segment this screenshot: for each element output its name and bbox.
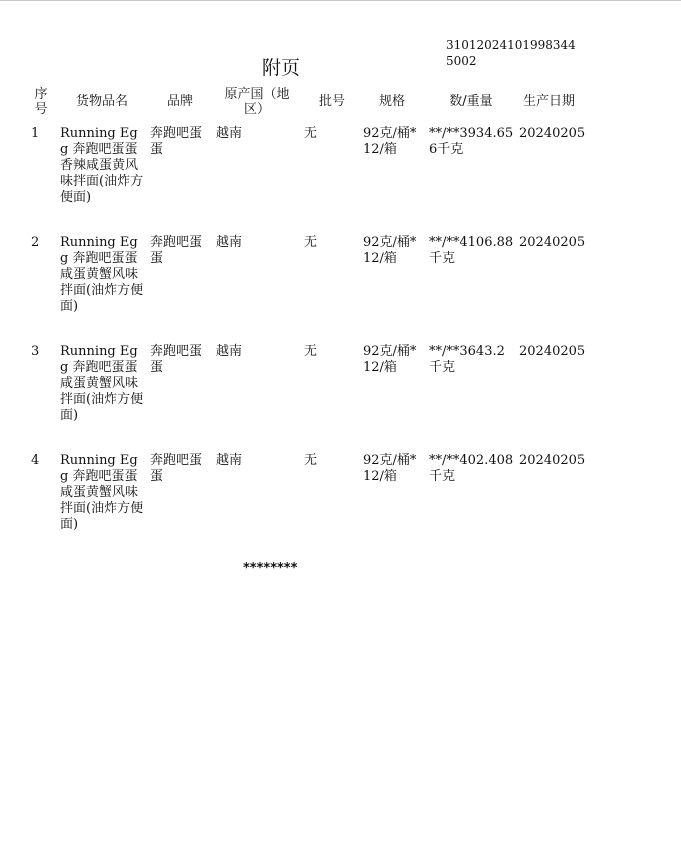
row-4-date: 20240205 [519,453,586,468]
row-3-batch: 无 [304,344,318,359]
certificate-number: 31012024101998344 5002 [446,38,576,68]
row-2-qty: **/**4106.88千克 [429,235,514,266]
row-4-batch: 无 [304,453,318,468]
row-4-spec: 92克/桶*12/箱 [363,453,417,484]
row-1-origin: 越南 [216,126,243,141]
end-of-list-mark: ******** [243,561,298,576]
row-4-seq: 4 [31,453,40,468]
header-batch: 批号 [318,94,345,109]
row-2-batch: 无 [304,235,318,250]
row-2-seq: 2 [31,235,40,250]
row-2-name: Running Egg 奔跑吧蛋蛋咸蛋黄蟹风味拌面(油炸方便面) [60,235,144,314]
row-3-date: 20240205 [519,344,586,359]
header-origin: 原产国（地区） [224,87,290,117]
header-date: 生产日期 [522,94,575,109]
row-4-brand: 奔跑吧蛋蛋 [150,453,203,484]
page-top-border [0,0,681,1]
row-1-qty: **/**3934.656千克 [429,126,514,157]
row-1-date: 20240205 [519,126,586,141]
row-2-origin: 越南 [216,235,243,250]
row-2-brand: 奔跑吧蛋蛋 [150,235,203,266]
row-1-seq: 1 [31,126,40,141]
header-name: 货物品名 [75,94,128,109]
row-3-qty: **/**3643.2千克 [429,344,505,375]
row-3-brand: 奔跑吧蛋蛋 [150,344,203,375]
row-1-brand: 奔跑吧蛋蛋 [150,126,203,157]
page-title: 附页 [262,57,301,79]
row-4-origin: 越南 [216,453,243,468]
header-spec: 规格 [378,94,405,109]
row-1-name: Running Egg 奔跑吧蛋蛋香辣咸蛋黄风味拌面(油炸方便面) [60,126,144,205]
header-seq: 序号 [34,87,48,117]
row-1-spec: 92克/桶*12/箱 [363,126,417,157]
row-4-name: Running Egg 奔跑吧蛋蛋咸蛋黄蟹风味拌面(油炸方便面) [60,453,144,532]
row-2-date: 20240205 [519,235,586,250]
header-qty: 数/重量 [449,94,493,109]
row-4-qty: **/**402.408千克 [429,453,514,484]
row-3-origin: 越南 [216,344,243,359]
row-2-spec: 92克/桶*12/箱 [363,235,417,266]
header-brand: 品牌 [166,94,193,109]
row-3-spec: 92克/桶*12/箱 [363,344,417,375]
row-3-seq: 3 [31,344,40,359]
row-3-name: Running Egg 奔跑吧蛋蛋咸蛋黄蟹风味拌面(油炸方便面) [60,344,144,423]
row-1-batch: 无 [304,126,318,141]
